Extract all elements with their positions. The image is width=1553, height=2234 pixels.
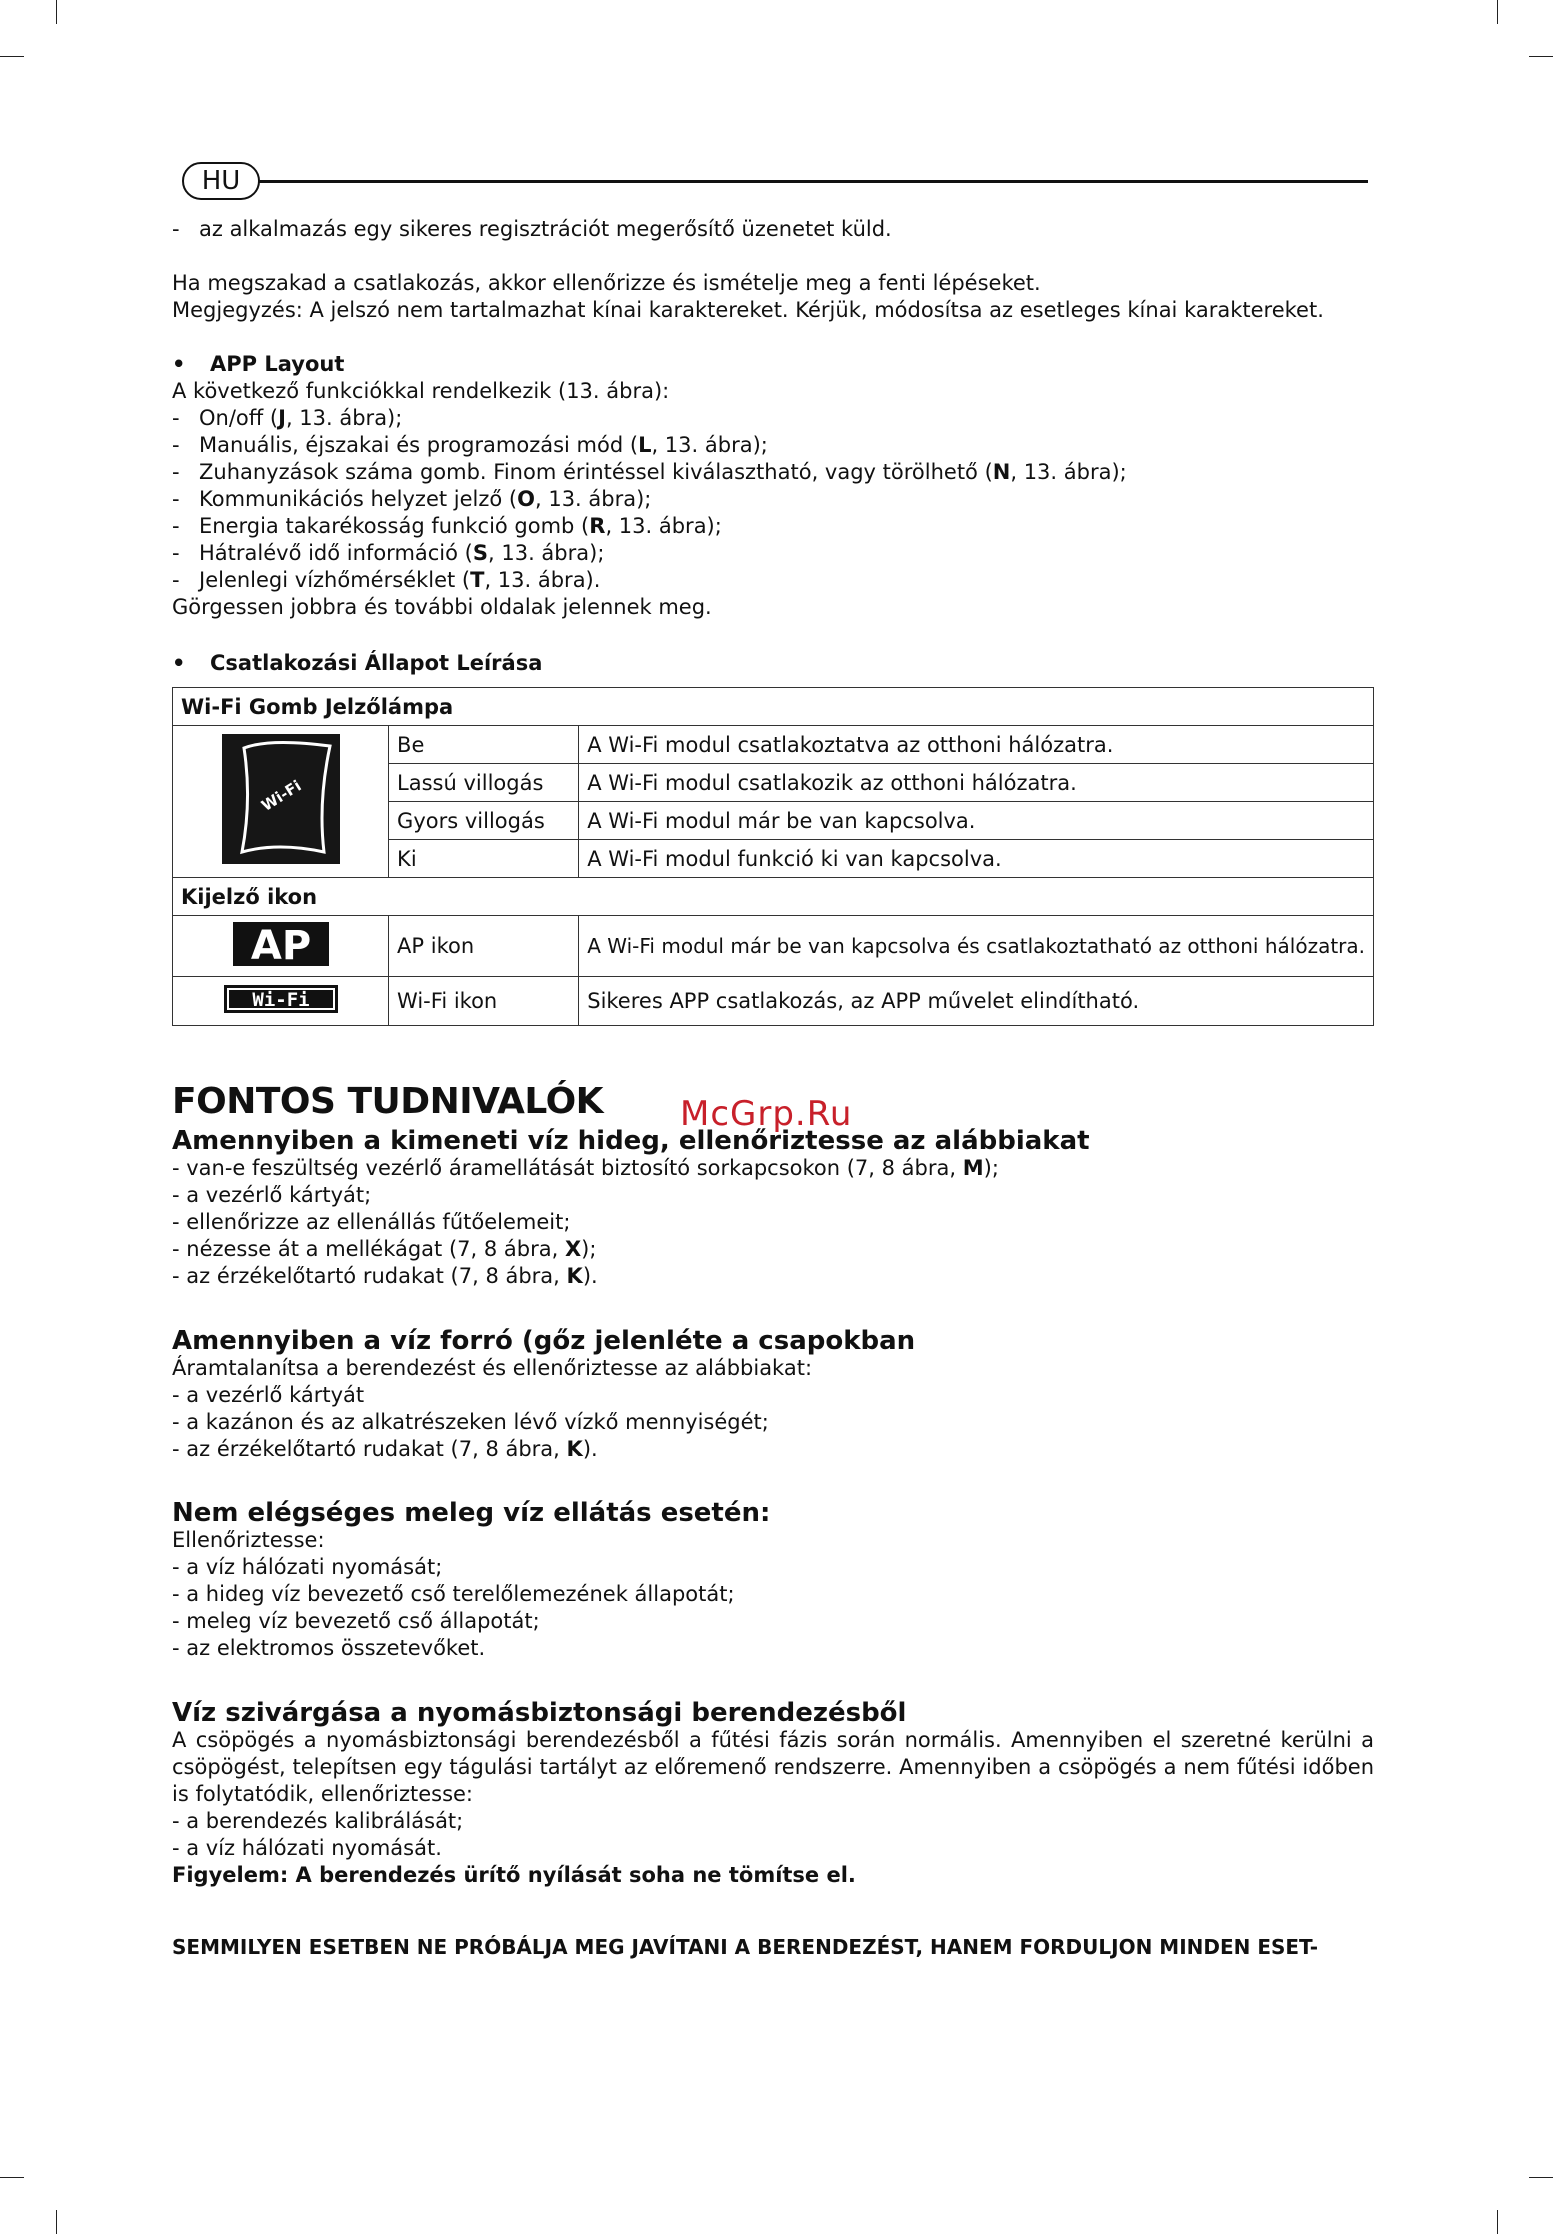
hot-water-section	[172, 1328, 1374, 1463]
leak-section	[172, 1700, 1374, 1889]
list-item: - meleg víz bevezető cső állapotát;	[172, 1609, 540, 1633]
icon-name-cell: Wi-Fi ikon	[389, 977, 579, 1026]
language-header	[182, 162, 1368, 202]
section-title: • APP Layout	[172, 352, 345, 376]
lead-line: A következő funkciókkal rendelkezik (13. ábra):	[172, 379, 670, 403]
list-item: - a berendezés kalibrálását;	[172, 1809, 464, 1833]
list-item: - a víz hálózati nyomását.	[172, 1836, 442, 1860]
list-item: - nézesse át a mellékágat (7, 8 ábra, X);	[172, 1237, 597, 1261]
wifi-display-icon-cell	[173, 977, 389, 1026]
list-item: - a vezérlő kártyát	[172, 1383, 365, 1407]
section-heading: Amennyiben a víz forró (gőz jelenléte a csapokban	[172, 1326, 916, 1356]
connection-section	[172, 650, 1374, 677]
list-item: - az érzékelőtartó rudakat (7, 8 ábra, K).	[172, 1264, 598, 1288]
table-row	[173, 977, 1374, 1026]
wifi-button-text: Wi-Fi	[257, 776, 305, 815]
desc-cell: A Wi-Fi modul már be van kapcsolva.	[579, 802, 1374, 840]
crop-mark	[0, 2177, 24, 2178]
note-line: Megjegyzés: A jelszó nem tartalmazhat kínai karaktereket. Kérjük, módosítsa az esetleges kínai karaktereket.	[172, 298, 1324, 322]
page-title: FONTOS TUDNIVALÓK	[172, 1081, 604, 1122]
list-item: - Zuhanyzások száma gomb. Finom érintéssel kiválasztható, vagy törölhető (N, 13. ábra);	[172, 460, 1127, 484]
wifi-button-icon	[222, 734, 340, 864]
insufficient-hot-water-section	[172, 1500, 1374, 1662]
list-item: - Energia takarékosság funkció gomb (R, 13. ábra);	[172, 514, 722, 538]
section-heading: Nem elégséges meleg víz ellátás esetén:	[172, 1498, 771, 1528]
table-row	[173, 726, 1374, 764]
list-item: - a kazánon és az alkatrészeken lévő vízkő mennyiségét;	[172, 1410, 769, 1434]
list-item: Áramtalanítsa a berendezést és ellenőriztesse az alábbiakat:	[172, 1356, 813, 1380]
intro-section	[172, 216, 1374, 324]
paragraph: A csöpögés a nyomásbiztonsági berendezésből a fűtési fázis során normális. Amennyiben el szeretné kerülni a csöpögést, telepítsen egy tágulási tartályt az előremenő rendszerre. Amennyiben a csöpögés a nem fűtési időben is folytatódik, ellenőriztesse:	[172, 1728, 1374, 1806]
crop-mark	[0, 56, 24, 57]
desc-cell: A Wi-Fi modul csatlakoztatva az otthoni hálózatra.	[579, 726, 1374, 764]
language-badge: HU	[182, 162, 260, 200]
app-layout-section	[172, 351, 1374, 621]
wifi-display-icon-text: Wi-Fi	[251, 988, 310, 1011]
list-item: - az alkalmazás egy sikeres regisztrációt megerősítő üzenetet küld.	[172, 217, 892, 241]
ap-icon	[233, 922, 329, 966]
list-item: - Manuális, éjszakai és programozási mód (L, 13. ábra);	[172, 433, 768, 457]
final-warning-section	[172, 1934, 1374, 1961]
desc-cell: Sikeres APP csatlakozás, az APP művelet elindítható.	[579, 977, 1374, 1026]
ap-icon-cell	[173, 916, 389, 977]
list-item: - Hátralévő idő információ (S, 13. ábra);	[172, 541, 605, 565]
icon-name-cell: AP ikon	[389, 916, 579, 977]
list-item: - ellenőrizze az ellenállás fűtőelemeit;	[172, 1210, 571, 1234]
ap-icon-text: AP	[250, 922, 311, 966]
watermark: McGrp.Ru	[680, 1094, 853, 1134]
list-item: - a hideg víz bevezető cső terelőlemezének állapotát;	[172, 1582, 735, 1606]
list-item: - az elektromos összetevőket.	[172, 1636, 486, 1660]
list-item: - On/off (J, 13. ábra);	[172, 406, 403, 430]
status-table	[172, 687, 1374, 1026]
desc-cell: A Wi-Fi modul már be van kapcsolva és csatlakoztatható az otthoni hálózatra.	[579, 916, 1374, 977]
state-cell: Gyors villogás	[389, 802, 579, 840]
crop-mark	[1529, 56, 1553, 57]
wifi-button-cell	[173, 726, 389, 878]
list-item: Ellenőriztesse:	[172, 1528, 325, 1552]
warning-line: Figyelem: A berendezés ürítő nyílását soha ne tömítse el.	[172, 1863, 856, 1887]
crop-mark	[56, 2210, 57, 2234]
section-heading: Víz szivárgása a nyomásbiztonsági berendezésből	[172, 1698, 907, 1728]
table-header: Wi-Fi Gomb Jelzőlámpa	[173, 688, 1374, 726]
cold-water-section	[172, 1128, 1374, 1290]
list-item: - Jelenlegi vízhőmérséklet (T, 13. ábra).	[172, 568, 601, 592]
table-row	[173, 916, 1374, 977]
table-header-row	[173, 878, 1374, 916]
crop-mark	[1497, 2210, 1498, 2234]
footer-line: Görgessen jobbra és további oldalak jelennek meg.	[172, 595, 712, 619]
list-item: - a víz hálózati nyomását;	[172, 1555, 443, 1579]
crop-mark	[1529, 2177, 1553, 2178]
state-cell: Ki	[389, 840, 579, 878]
section-title: • Csatlakozási Állapot Leírása	[172, 651, 543, 675]
note-line: Ha megszakad a csatlakozás, akkor ellenőrizze és ismételje meg a fenti lépéseket.	[172, 271, 1041, 295]
table-header-row	[173, 688, 1374, 726]
header-rule	[258, 180, 1368, 183]
desc-cell: A Wi-Fi modul csatlakozik az otthoni hálózatra.	[579, 764, 1374, 802]
desc-cell: A Wi-Fi modul funkció ki van kapcsolva.	[579, 840, 1374, 878]
state-cell: Lassú villogás	[389, 764, 579, 802]
list-item: - van-e feszültség vezérlő áramellátását biztosító sorkapcsokon (7, 8 ábra, M);	[172, 1156, 999, 1180]
wifi-display-icon	[224, 985, 338, 1013]
list-item: - Kommunikációs helyzet jelző (O, 13. ábra);	[172, 487, 652, 511]
state-cell: Be	[389, 726, 579, 764]
table-header: Kijelző ikon	[173, 878, 1374, 916]
feature-list	[172, 405, 1374, 594]
list-item: - az érzékelőtartó rudakat (7, 8 ábra, K).	[172, 1437, 598, 1461]
section-heading: Amennyiben a kimeneti víz hideg, ellenőriztesse az alábbiakat	[172, 1126, 1090, 1156]
final-warning: SEMMILYEN ESETBEN NE PRÓBÁLJA MEG JAVÍTANI A BERENDEZÉST, HANEM FORDULJON MINDEN ESET-	[172, 1935, 1319, 1959]
crop-mark	[56, 0, 57, 24]
crop-mark	[1497, 0, 1498, 24]
list-item: - a vezérlő kártyát;	[172, 1183, 372, 1207]
